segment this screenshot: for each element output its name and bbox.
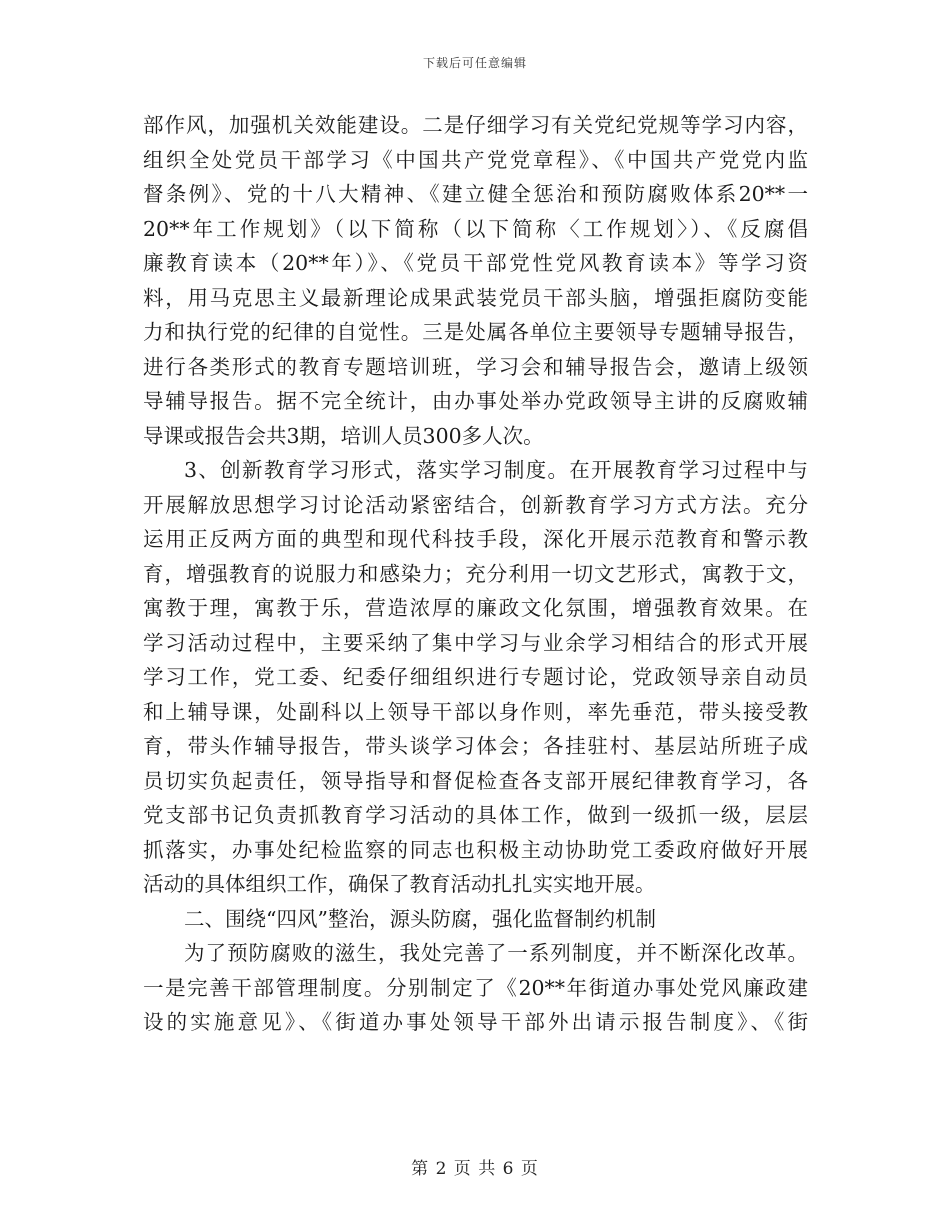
body-line: 和上辅导课，处副科以上领导干部以身作则，率先垂范，带头接受教	[143, 699, 808, 724]
body-line: 学习活动过程中，主要采纳了集中学习与业余学习相结合的形式开展	[143, 630, 808, 655]
body-line: 寓教于理，寓教于乐，营造浓厚的廉政文化氛围，增强教育效果。在	[143, 596, 808, 620]
body-line: 员切实负起责任，领导指导和督促检查各支部开展纪律教育学习，各	[143, 768, 808, 793]
body-line: 督条例》、党的十八大精神、《建立健全惩治和预防腐败体系20**一	[143, 182, 808, 206]
body-line: 开展解放思想学习讨论活动紧密结合，创新教育学习方式方法。充分	[143, 492, 808, 517]
body-line: 党支部书记负责抓教育学习活动的具体工作，做到一级抓一级，层层	[143, 803, 808, 827]
body-line: 学习工作，党工委、纪委仔细组织进行专题讨论，党政领导亲自动员	[143, 665, 808, 689]
body-line: 力和执行党的纪律的自觉性。三是处属各单位主要领导专题辅导报告，	[143, 320, 808, 344]
body-line: 一是完善干部管理制度。分别制定了《20**年街道办事处党风廉政建	[143, 975, 808, 1000]
body-line: 设的实施意见》、《街道办事处领导干部外出请示报告制度》、《街	[143, 1010, 808, 1034]
body-line: 导课或报告会共3期，培训人员300多人次。	[143, 423, 544, 448]
body-line: 部作风，加强机关效能建设。二是仔细学习有关党纪党规等学习内容，	[143, 113, 808, 137]
body-line: 进行各类形式的教育专题培训班，学习会和辅导报告会，邀请上级领	[143, 354, 808, 379]
body-line: 为了预防腐败的滋生，我处完善了一系列制度，并不断深化改革。	[184, 941, 808, 965]
body-line: 运用正反两方面的典型和现代科技手段，深化开展示范教育和警示教	[143, 527, 808, 551]
page-number-footer: 第 2 页 共 6 页	[411, 1159, 539, 1179]
document-body	[143, 108, 808, 1040]
page-header: 下载后可任意编辑	[422, 56, 527, 70]
body-line: 育，增强教育的说服力和感染力；充分利用一切文艺形式，寓教于文，	[143, 561, 808, 586]
body-line: 抓落实，办事处纪检监察的同志也积极主动协助党工委政府做好开展	[143, 837, 808, 862]
body-line: 组织全处党员干部学习《中国共产党党章程》、《中国共产党党内监	[143, 147, 808, 172]
body-line: 导辅导报告。据不完全统计，由办事处举办党政领导主讲的反腐败辅	[143, 389, 808, 413]
body-line: 料，用马克思主义最新理论成果武装党员干部头脑，增强拒腐防变能	[143, 285, 808, 310]
body-line: 20**年工作规划》（以下简称（以下简称〈工作规划〉）、《反腐倡	[143, 216, 808, 241]
body-line: 3、创新教育学习形式，落实学习制度。在开展教育学习过程中与	[184, 458, 808, 482]
body-line: 活动的具体组织工作，确保了教育活动扎扎实实地开展。	[143, 872, 656, 896]
body-line: 育，带头作辅导报告，带头谈学习体会；各挂驻村、基层站所班子成	[143, 734, 808, 758]
section-heading: 二、围绕“四风”整治，源头防腐，强化监督制约机制	[184, 906, 656, 931]
body-line: 廉教育读本（20**年）》、《党员干部党性党风教育读本》等学习资	[143, 251, 808, 275]
